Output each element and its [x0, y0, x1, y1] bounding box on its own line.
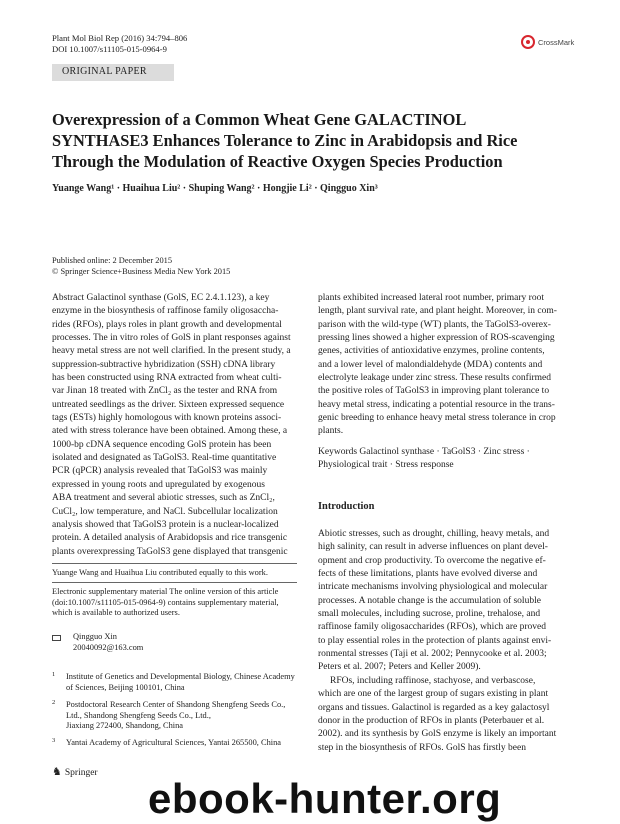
abstract-line: tags (ESTs) highly homologous with known proteins associ- [52, 413, 282, 424]
abstract-line: var Jinan 18 treated with ZnCl₂ as the tester and RNA from [52, 386, 278, 397]
title-line-1: Overexpression of a Common Wheat Gene GALACTINOL [52, 110, 467, 129]
abstract-line: heavy metal stress, indicating a potential resource in the trans- [318, 399, 555, 410]
abstract-line: enzyme in the biosynthesis of raffinose family oligosaccha- [52, 306, 279, 317]
introduction-heading: Introduction [318, 501, 375, 512]
abstract-line: 1000-bp cDNA sequence encoding GolS protein has been [52, 439, 272, 450]
introduction-paragraph-1: Abiotic stresses, such as drought, chilling, heavy metals, and high salinity, can result in adverse influences on plant devel- opment and crop productivity. To overcome the negative ef- fects of these limitations, plants have evolved diverse and intricate mechanisms involving physiological and molecular processes. A notable change is the accumulation of soluble small molecules, including sucrose, proline, trehalose, and raffinose family oligosaccharides (RFOs), which are proved to play essential roles in the protection of plants against envi- ronmental stresses (Taji et al. 2002; Pennycooke et al. 2003; Peters et al. 2007; Peters and Keller 2009). [318, 529, 552, 673]
crossmark-icon [521, 35, 535, 49]
footnote-rule [52, 563, 297, 564]
abstract-line: heavy metal stress are not well clarified. In the present study, a [52, 346, 291, 357]
doi[interactable]: DOI 10.1007/s11105-015-0964-9 [52, 43, 167, 54]
abstract-line: suppression-subtractive hybridization (SSH) cDNA library [52, 359, 276, 370]
footnote-rule [52, 582, 297, 583]
abstract-line: length, plant survival rate, and plant height. Moreover, in com- [318, 306, 557, 317]
springer-horse-icon: ♞ [52, 766, 62, 778]
abstract-line: plants exhibited increased lateral root number, primary root [318, 293, 544, 303]
abstract-line: electrolyte leakage under zinc stress. These results confirmed [318, 373, 552, 384]
abstract-line: PCR (qPCR) analysis revealed that TaGolS3 was mainly [52, 466, 268, 477]
keywords [318, 446, 568, 473]
abstract-line: rides (RFOs), plays roles in plant growth and developmental [52, 319, 282, 330]
abstract-line: has been constructed using RNA extracted from wheat culti- [52, 373, 282, 384]
abstract-line: Abstract Galactinol synthase (GolS, EC 2.4.1.123), a key [52, 293, 270, 303]
springer-logo [52, 767, 98, 778]
abstract-line: plants overexpressing TaGolS3 gene displayed that transgenic [52, 546, 288, 557]
introduction-paragraph-2: RFOs, including raffinose, stachyose, and verbascose, which are one of the largest group of sugars existing in plant organs and tissues. Galactinol is regarded as a key galactosyl donor in the production of RFOs in plants (Peterbauer et al. 2002). and its synthesis by GolS enzyme is likely an important step in the biosynthesis of RFOs. GolS has firstly been [318, 676, 557, 753]
keywords-line: Physiological trait · Stress response [318, 460, 454, 471]
abstract-line: expressed in young roots and upregulated by exogenous [52, 479, 265, 490]
abstract-line: genic breeding to enhance heavy metal stress tolerance in crop [318, 413, 556, 424]
envelope-icon [52, 635, 61, 641]
published-date: Published online: 2 December 2015 [52, 256, 173, 265]
abstract-continued [318, 292, 568, 439]
esm-line: which is available to authorized users. [52, 608, 180, 617]
affiliation-number: 2 [52, 699, 56, 706]
abstract-line: the positive roles of TaGolS3 in improving plant tolerance to [318, 386, 550, 397]
publisher-name: Springer [64, 767, 98, 778]
abstract-line: untreated seedlings as the driver. Sixteen expressed sequence [52, 399, 285, 410]
title-line-2: SYNTHASE3 Enhances Tolerance to Zinc in Arabidopsis and Rice [52, 131, 518, 150]
affiliation-3: 3 Yantai Academy of Agricultural Sciences, Yantai 265500, China [52, 737, 282, 747]
abstract-line: CuCl₂, low temperature, and NaCl. Subcellular localization [52, 506, 278, 517]
author-list: Yuange Wang¹ · Huaihua Liu² · Shuping Wang² · Hongjie Li² · Qingguo Xin³ [52, 183, 378, 194]
title-line-3: Through the Modulation of Reactive Oxygen Species Production [52, 152, 503, 171]
crossmark-badge[interactable] [521, 35, 574, 49]
journal-name: Plant Mol Biol Rep (2016) 34:794–806 [52, 33, 188, 43]
abstract-line: analysis showed that TaGolS3 protein is a nuclear-localized [52, 519, 279, 530]
abstract-line: processes. The in vitro roles of GolS in plant responses against [52, 333, 291, 344]
watermark: ebook-hunter.org [148, 775, 502, 822]
correspondence-email[interactable]: 20040092@163.com [73, 642, 144, 652]
abstract-line: and a lower level of malondialdehyde (MDA) contents and [318, 359, 543, 370]
abstract-line: protein. A detailed analysis of Arabidopsis and rice transgenic [52, 533, 288, 544]
abstract-line: genes, activities of antioxidative enzymes, proline contents, [318, 346, 545, 357]
affiliation-number: 1 [52, 671, 56, 678]
abstract-line: isolated and designated as TaGolS3. Real-time quantitative [52, 453, 277, 464]
equal-contribution-note: Yuange Wang and Huaihua Liu contributed equally to this work. [52, 568, 268, 577]
abstract-line: plants. [318, 426, 344, 437]
copyright: © Springer Science+Business Media New York 2015 [52, 266, 231, 276]
abstract-line: parison with the wild-type (WT) plants, the TaGolS3-overex- [318, 319, 551, 330]
section-label: ORIGINAL PAPER [62, 66, 147, 77]
abstract-line: ABA treatment and several abiotic stresses, such as ZnCl₂, [52, 493, 275, 504]
affiliation-number: 3 [52, 737, 56, 744]
crossmark-label: CrossMark [538, 37, 575, 47]
publication-info [52, 256, 230, 277]
affiliation-1: 1 Institute of Genetics and Developmental Biology, Chinese Academy of Sciences, Beijing 100101, China [52, 671, 295, 692]
keywords-line: Keywords Galactinol synthase · TaGolS3 · Zinc stress · [318, 447, 530, 457]
abstract [52, 292, 297, 559]
esm-line[interactable]: (doi:10.1007/s11105-015-0964-9) contains supplementary material, [52, 597, 279, 607]
affiliation-2: 2 Postdoctoral Research Center of Shandong Shengfeng Seeds Co., Ltd., Shandong Shengfeng Seeds Co., Ltd., Jiaxiang 272400, Shandong, China [52, 699, 286, 730]
abstract-line: ated with stress tolerance have been obtained. Among these, a [52, 426, 288, 437]
esm-note [52, 587, 297, 619]
correspondence-name: Qingguo Xin [73, 632, 117, 641]
abstract-line: pressing lines showed a higher expression of ROS-scavenging [318, 333, 555, 344]
esm-line: Electronic supplementary material The online version of this article [52, 587, 279, 596]
journal-citation [52, 33, 187, 54]
article-title [52, 109, 582, 172]
